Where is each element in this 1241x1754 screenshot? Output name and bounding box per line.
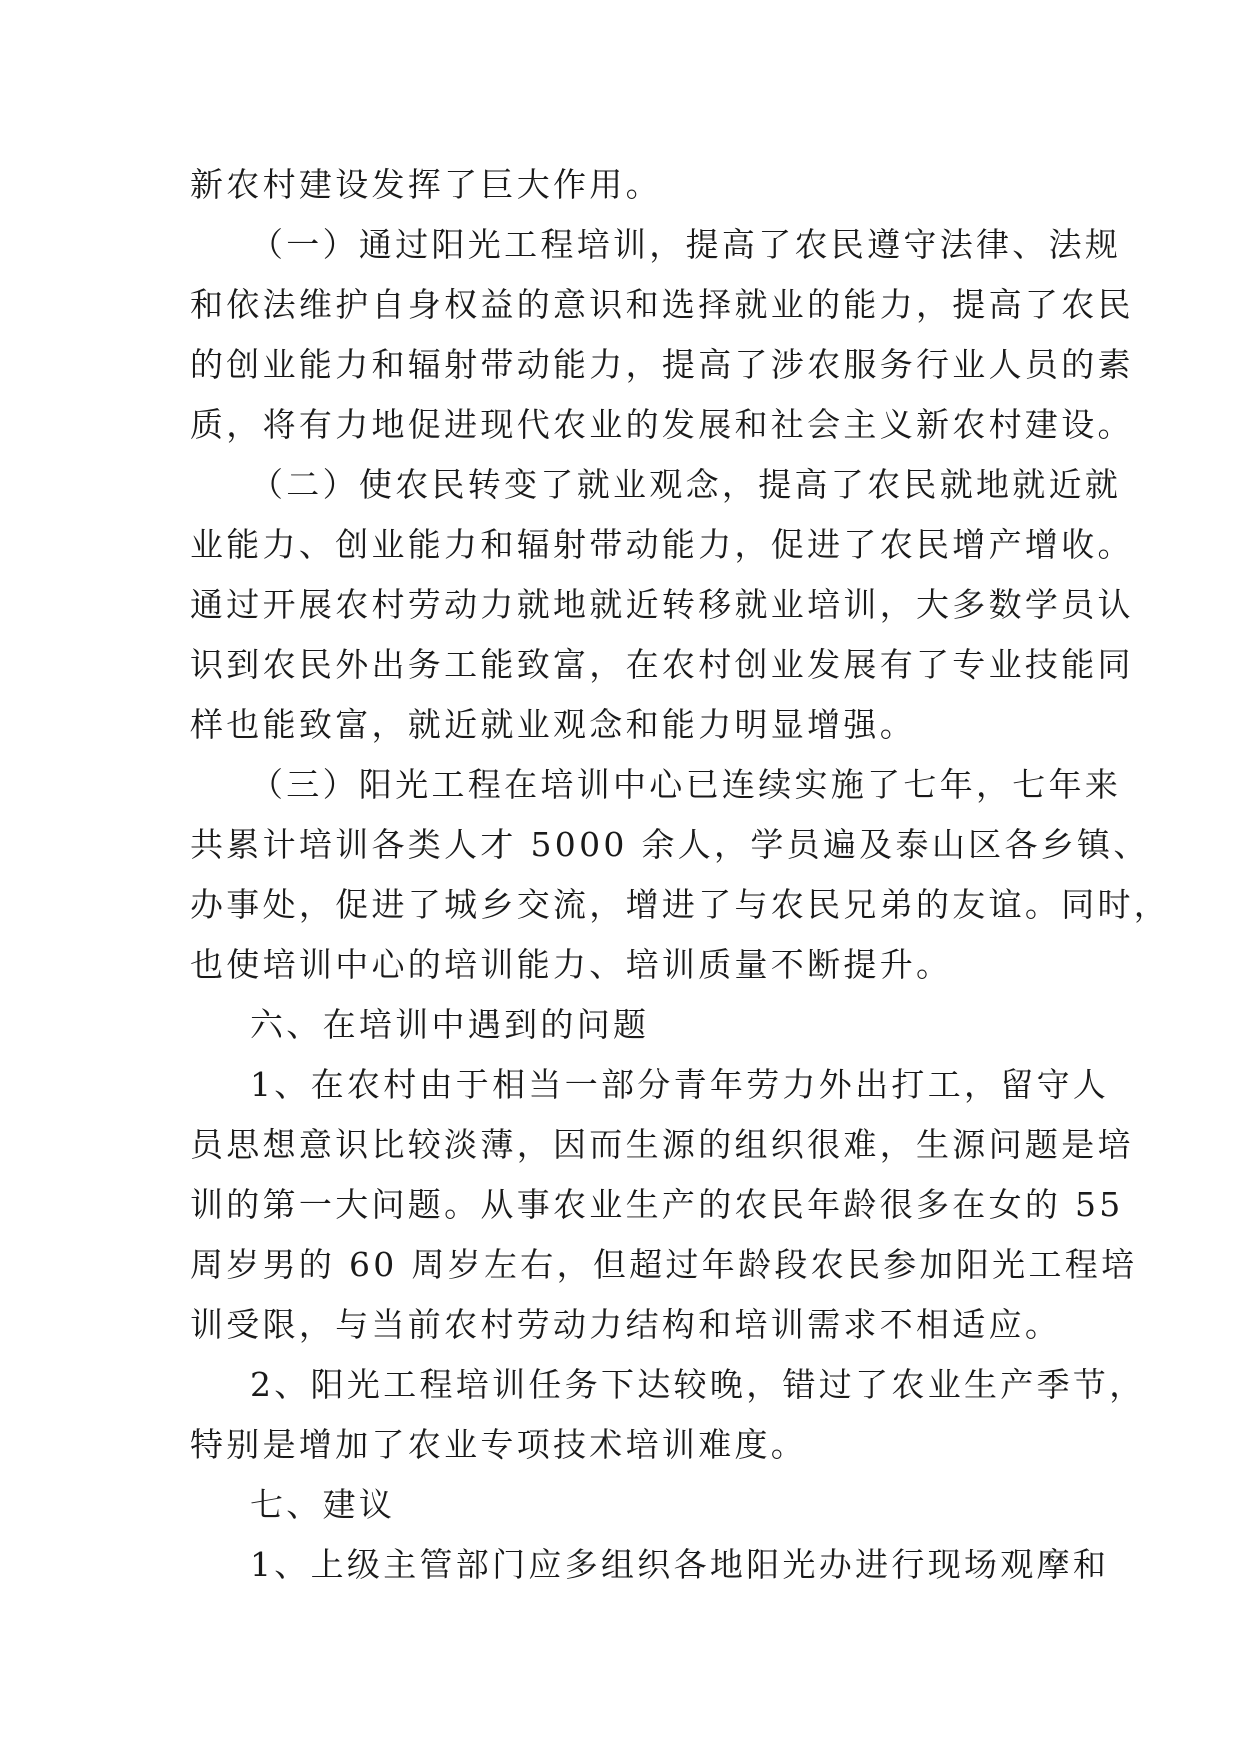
text-line: 共累计培训各类人才 5000 余人，学员遍及泰山区各乡镇、 [190, 825, 1150, 864]
text-line: 1、在农村由于相当一部分青年劳力外出打工，留守人 [250, 1065, 1110, 1104]
text-line: 识到农民外出务工能致富，在农村创业发展有了专业技能同 [190, 645, 1134, 684]
text-line: （一）通过阳光工程培训，提高了农民遵守法律、法规 [250, 225, 1122, 264]
text-line: 2、阳光工程培训任务下达较晚，错过了农业生产季节， [250, 1365, 1146, 1404]
text-line: （二）使农民转变了就业观念，提高了农民就地就近就 [250, 465, 1122, 504]
text-line: 周岁男的 60 周岁左右，但超过年龄段农民参加阳光工程培 [190, 1245, 1138, 1284]
body-text [190, 155, 1171, 1595]
text-line: 训的第一大问题。从事农业生产的农民年龄很多在女的 55 [190, 1185, 1124, 1224]
text-line: 质，将有力地促进现代农业的发展和社会主义新农村建设。 [190, 405, 1134, 444]
text-line: 特别是增加了农业专项技术培训难度。 [190, 1425, 808, 1464]
text-line: 的创业能力和辐射带动能力，提高了涉农服务行业人员的素 [190, 345, 1134, 384]
text-line: 也使培训中心的培训能力、培训质量不断提升。 [190, 945, 953, 984]
text-line: 新农村建设发挥了巨大作用。 [190, 165, 662, 204]
section-heading: 六、在培训中遇到的问题 [250, 1005, 650, 1044]
text-line: 员思想意识比较淡薄，因而生源的组织很难，生源问题是培 [190, 1125, 1134, 1164]
text-line: 训受限，与当前农村劳动力结构和培训需求不相适应。 [190, 1305, 1062, 1344]
text-line: 业能力、创业能力和辐射带动能力，促进了农民增产增收。 [190, 525, 1134, 564]
text-line: 办事处，促进了城乡交流，增进了与农民兄弟的友谊。同时， [190, 885, 1171, 924]
text-line: 样也能致富，就近就业观念和能力明显增强。 [190, 705, 916, 744]
text-line: （三）阳光工程在培训中心已连续实施了七年，七年来 [250, 765, 1122, 804]
text-line: 和依法维护自身权益的意识和选择就业的能力，提高了农民 [190, 285, 1134, 324]
text-line: 通过开展农村劳动力就地就近转移就业培训，大多数学员认 [190, 585, 1134, 624]
section-heading: 七、建议 [250, 1485, 396, 1524]
text-line: 1、上级主管部门应多组织各地阳光办进行现场观摩和 [250, 1545, 1110, 1584]
